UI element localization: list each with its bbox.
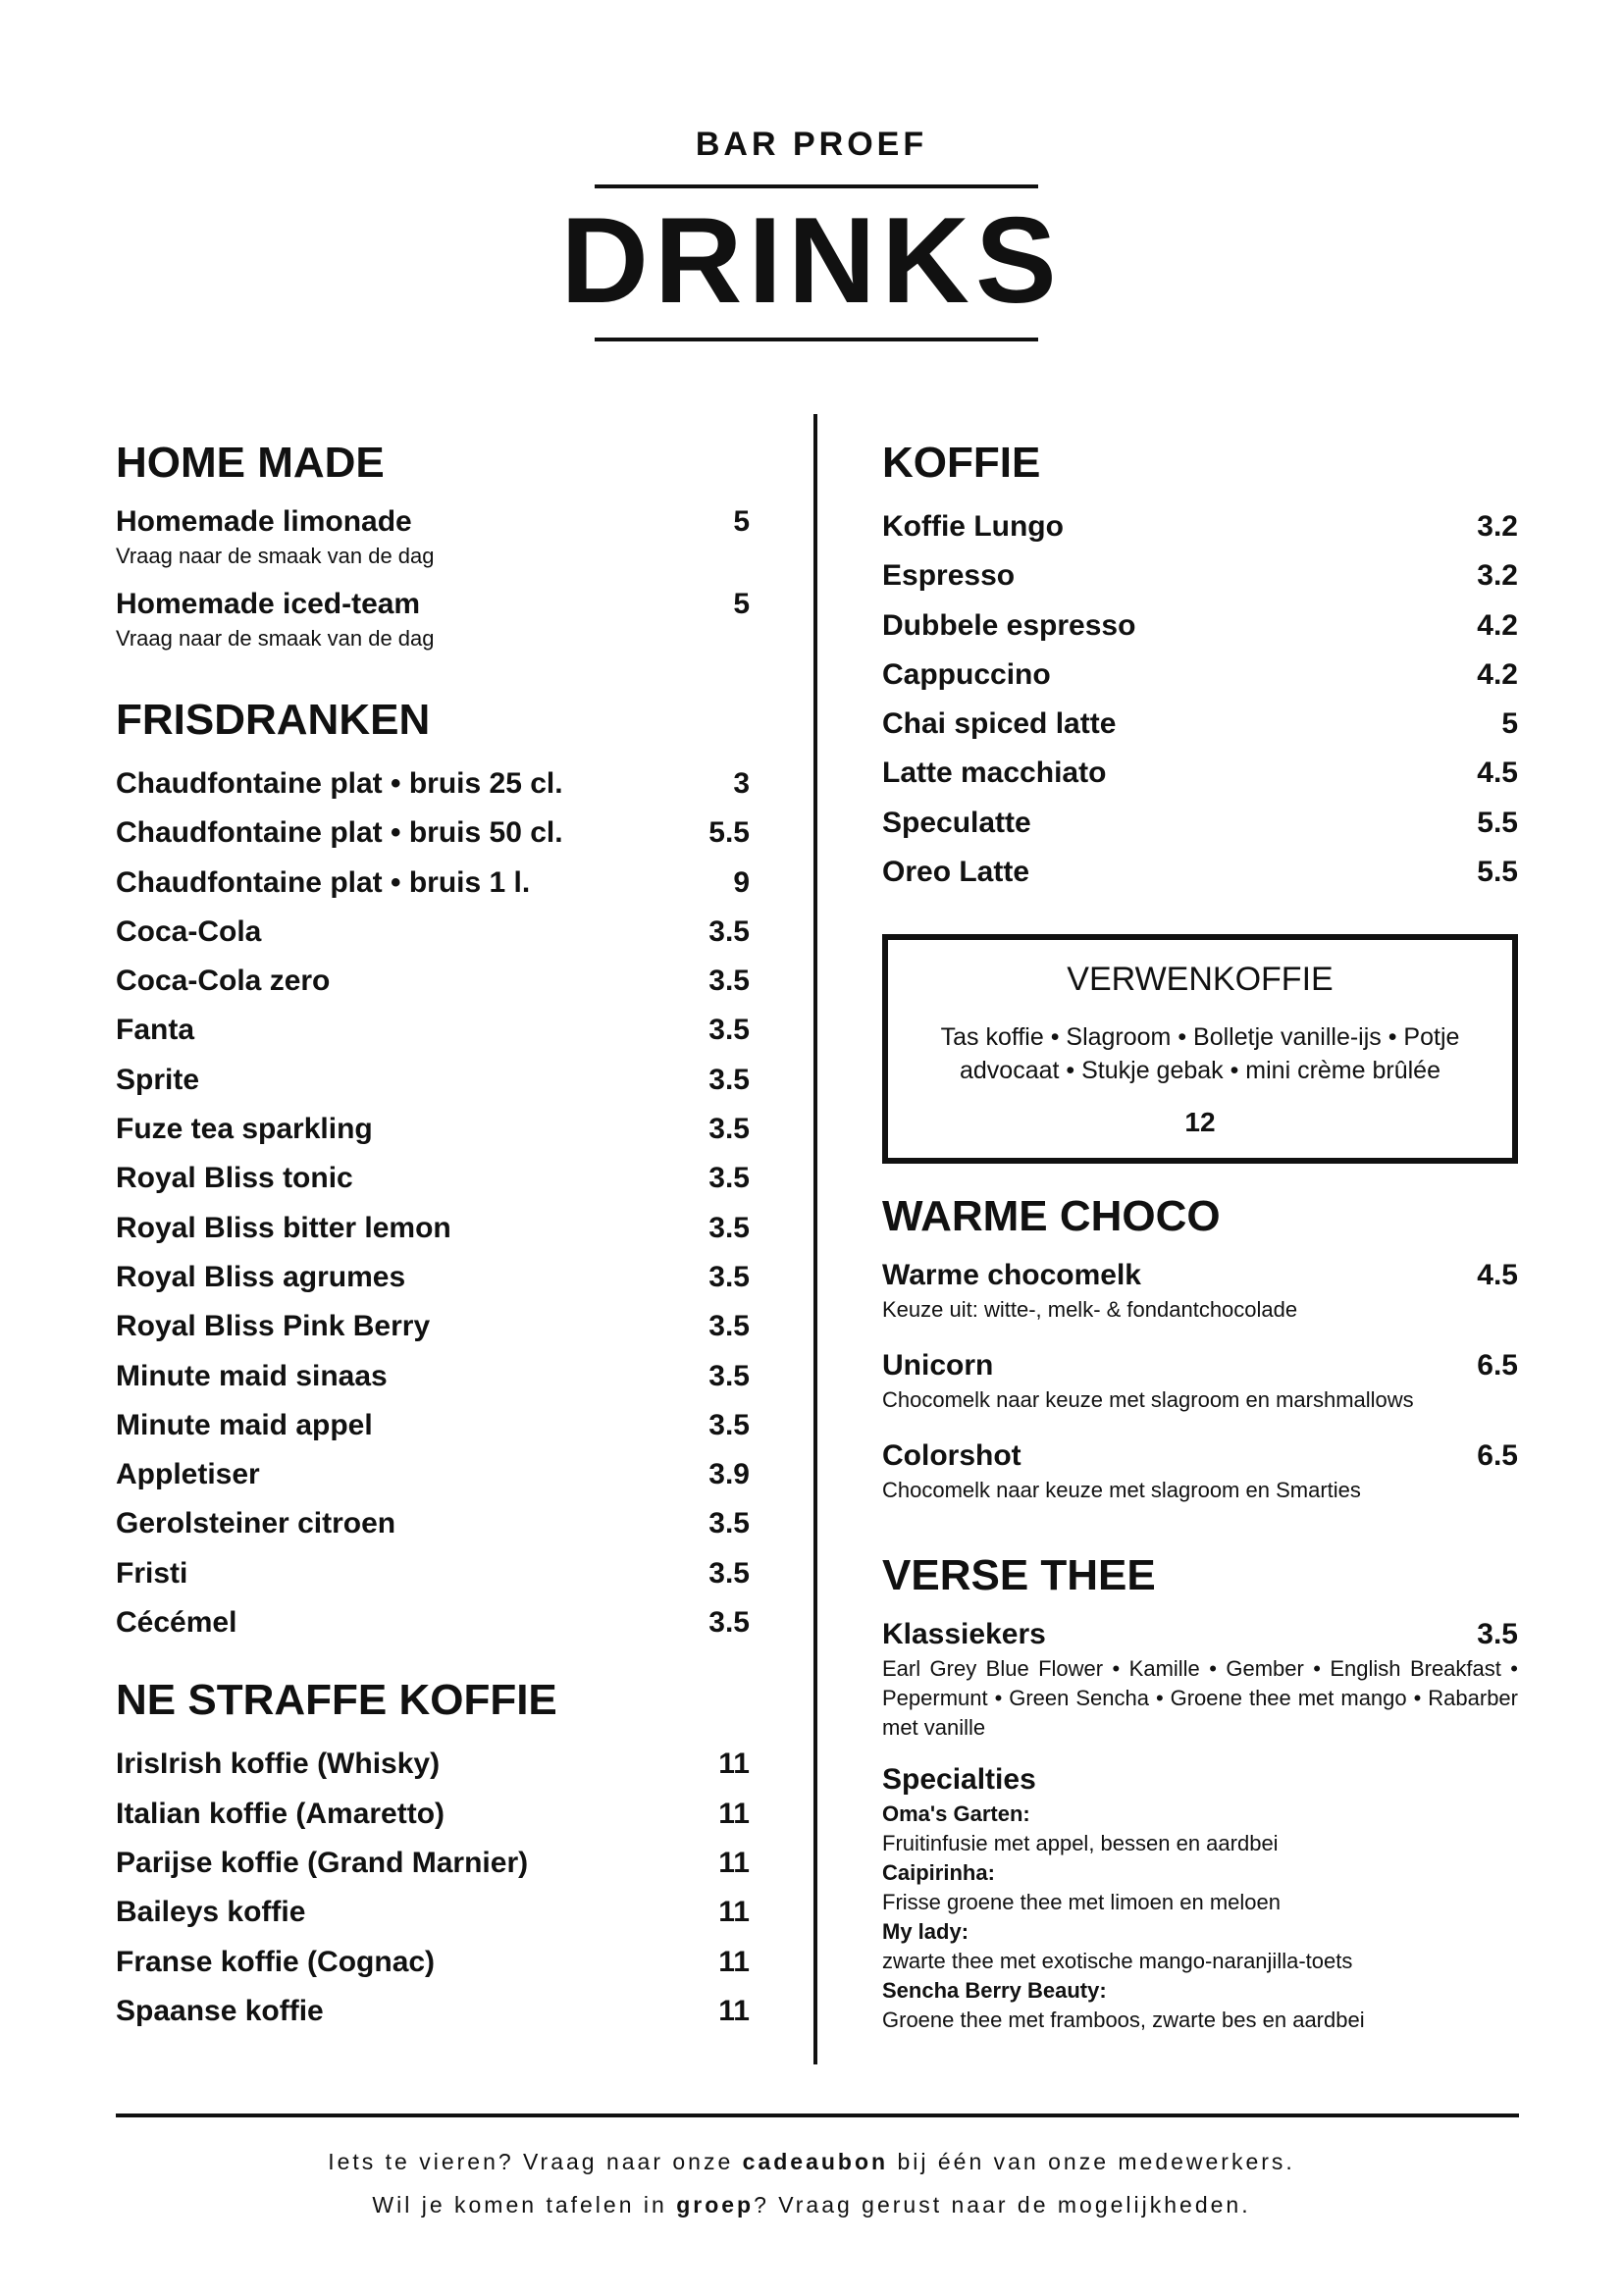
verwenkoffie-box [882, 934, 1518, 1164]
item-name: Appletiser [116, 1458, 260, 1491]
item-price: 3.5 [708, 1408, 750, 1441]
item-description: Vraag naar de smaak van de dag [116, 626, 435, 651]
item-name: Dubbele espresso [882, 608, 1136, 642]
section-koffie [882, 438, 1518, 897]
item-price: 5.5 [1477, 806, 1518, 839]
menu-item [116, 809, 750, 858]
item-price: 11 [718, 1896, 750, 1929]
menu-item [882, 601, 1518, 651]
menu-item [116, 1598, 750, 1647]
menu-item [882, 848, 1518, 897]
menu-item [116, 1006, 750, 1055]
item-price: 6.5 [1477, 1349, 1518, 1383]
menu-item [116, 1549, 750, 1598]
menu-item [116, 1302, 750, 1351]
menu-item [116, 502, 750, 542]
item-name: Royal Bliss agrumes [116, 1260, 406, 1293]
item-price: 5 [733, 588, 750, 620]
item-name: Coca-Cola zero [116, 965, 331, 998]
item-name: Speculatte [882, 806, 1031, 839]
menu-item [116, 1888, 750, 1937]
menu-item [116, 1938, 750, 1987]
item-name: Baileys koffie [116, 1896, 306, 1929]
koffie-list [882, 502, 1518, 897]
item-name: Parijse koffie (Grand Marnier) [116, 1846, 529, 1879]
menu-item [116, 1499, 750, 1548]
specialties-list [882, 1800, 1518, 2035]
item-name: Coca-Cola [116, 914, 262, 948]
footer-line-group [0, 2192, 1623, 2218]
item-name: Royal Bliss bitter lemon [116, 1211, 451, 1244]
specialty-description: zwarte thee met exotische mango-naranjilla-toets [882, 1949, 1353, 1974]
item-price: 3.5 [708, 1260, 750, 1293]
brand-name: BAR PROEF [695, 126, 928, 163]
item-price: 4.5 [1477, 757, 1518, 790]
item-description: Earl Grey Blue Flower • Kamille • Gember • English Breakfast • Pepermunt • Green Sencha • Groene thee met mango • Rabarber met vanille [882, 1656, 1518, 1741]
item-price: 3.5 [1477, 1618, 1518, 1651]
section-title: VERSE THEE [882, 1551, 1156, 1600]
menu-item [116, 585, 750, 624]
header-rule-bottom [595, 338, 1038, 341]
item-name: Unicorn [882, 1349, 994, 1383]
left-column [116, 438, 750, 2036]
menu-item [116, 1401, 750, 1450]
item-price: 11 [718, 1797, 750, 1830]
item-price: 3.5 [708, 1556, 750, 1590]
item-price: 5 [733, 505, 750, 538]
item-price: 3.5 [708, 1211, 750, 1244]
item-price: 11 [718, 1846, 750, 1879]
verwenkoffie-title: VERWENKOFFIE [1067, 961, 1334, 999]
item-price: 3.5 [708, 1162, 750, 1195]
menu-item [882, 749, 1518, 798]
item-price: 4.2 [1477, 657, 1518, 691]
verwenkoffie-price: 12 [1184, 1107, 1216, 1138]
menu-item [116, 1352, 750, 1401]
menu-item [116, 1987, 750, 2036]
column-divider [813, 414, 817, 2064]
item-name: Royal Bliss tonic [116, 1162, 353, 1195]
item-name: Royal Bliss Pink Berry [116, 1310, 431, 1343]
footer-text: ? Vraag gerust naar de mogelijkheden. [754, 2192, 1251, 2218]
menu-item [882, 1615, 1518, 1654]
specialty-name: My lady: [882, 1919, 969, 1945]
menu-item [882, 1436, 1518, 1476]
item-price: 4.2 [1477, 608, 1518, 642]
item-price: 11 [718, 1945, 750, 1978]
item-name: Cappuccino [882, 657, 1051, 691]
item-name: Fristi [116, 1556, 188, 1590]
item-name: Koffie Lungo [882, 510, 1064, 543]
item-price: 5.5 [708, 816, 750, 850]
item-price: 4.5 [1477, 1259, 1518, 1292]
specialty-name: Caipirinha: [882, 1860, 995, 1886]
item-price: 3.5 [708, 965, 750, 998]
item-price: 3.5 [708, 1310, 750, 1343]
item-name: Minute maid sinaas [116, 1359, 388, 1392]
specialties-title: Specialties [882, 1763, 1036, 1797]
menu-item [116, 1839, 750, 1888]
item-price: 3 [733, 767, 750, 800]
item-name: Minute maid appel [116, 1408, 373, 1441]
item-name: Cécémel [116, 1606, 237, 1640]
item-price: 11 [718, 1994, 750, 2027]
item-description: Keuze uit: witte-, melk- & fondantchocolade [882, 1297, 1298, 1323]
item-price: 3.2 [1477, 559, 1518, 593]
menu-item [882, 700, 1518, 749]
item-price: 3.5 [708, 914, 750, 948]
section-title: KOFFIE [882, 439, 1041, 487]
item-price: 3.5 [708, 1113, 750, 1146]
section-home-made [116, 438, 750, 653]
footer-rule [116, 2113, 1519, 2117]
footer-emphasis: cadeaubon [742, 2149, 889, 2174]
item-name: Franse koffie (Cognac) [116, 1945, 436, 1978]
footer-text: Wil je komen tafelen in [372, 2192, 677, 2218]
footer-text: bij één van onze medewerkers. [888, 2149, 1295, 2174]
specialty-description: Frisse groene thee met limoen en meloen [882, 1890, 1281, 1915]
item-price: 5.5 [1477, 856, 1518, 889]
menu-item [116, 1154, 750, 1203]
menu-item [116, 759, 750, 809]
item-price: 9 [733, 865, 750, 899]
item-name: Fuze tea sparkling [116, 1113, 373, 1146]
item-price: 3.5 [708, 1063, 750, 1096]
section-title: FRISDRANKEN [116, 696, 431, 744]
item-price: 5 [1501, 707, 1518, 741]
item-name: Chai spiced latte [882, 707, 1117, 741]
section-title: HOME MADE [116, 439, 385, 487]
section-straffe-koffie [116, 1675, 750, 2036]
item-name: Klassiekers [882, 1618, 1046, 1651]
menu-item [116, 908, 750, 957]
menu-item [116, 859, 750, 908]
item-description: Chocomelk naar keuze met slagroom en marshmallows [882, 1387, 1414, 1413]
right-column [882, 438, 1518, 2035]
home-made-list [116, 502, 750, 653]
specialty-description: Fruitinfusie met appel, bessen en aardbei [882, 1831, 1279, 1856]
section-title: NE STRAFFE KOFFIE [116, 1676, 557, 1725]
menu-item [882, 551, 1518, 600]
item-name: Oreo Latte [882, 856, 1030, 889]
item-description: Chocomelk naar keuze met slagroom en Smarties [882, 1478, 1361, 1503]
menu-item [882, 1346, 1518, 1385]
menu-item [116, 1740, 750, 1789]
menu-item [116, 1253, 750, 1302]
item-name: Warme chocomelk [882, 1259, 1141, 1292]
page-title: DRINKS [560, 193, 1063, 329]
item-price: 3.5 [708, 1014, 750, 1047]
menu-item [882, 799, 1518, 848]
item-price: 3.2 [1477, 510, 1518, 543]
verwenkoffie-description: Tas koffie • Slagroom • Bolletje vanille-ijs • Potje advocaat • Stukje gebak • mini crème brûlée [940, 1023, 1460, 1085]
footer-line-gift [0, 2149, 1623, 2175]
item-price: 11 [718, 1748, 750, 1781]
item-name: Fanta [116, 1014, 195, 1047]
menu-item [882, 502, 1518, 551]
menu-item [116, 1105, 750, 1154]
verse-thee-list [882, 1615, 1518, 2035]
item-name: Homemade iced-team [116, 588, 421, 620]
item-name: Chaudfontaine plat • bruis 25 cl. [116, 767, 563, 800]
item-price: 3.9 [708, 1458, 750, 1491]
item-price: 3.5 [708, 1507, 750, 1540]
item-name: Sprite [116, 1063, 200, 1096]
item-name: Gerolsteiner citroen [116, 1507, 396, 1540]
specialty-name: Oma's Garten: [882, 1801, 1030, 1827]
specialty-description: Groene thee met framboos, zwarte bes en aardbei [882, 2008, 1365, 2033]
item-name: Homemade limonade [116, 505, 412, 538]
item-name: Latte macchiato [882, 757, 1107, 790]
footer-emphasis: groep [676, 2192, 755, 2218]
item-name: Colorshot [882, 1439, 1021, 1473]
item-name: Chaudfontaine plat • bruis 1 l. [116, 865, 531, 899]
item-name: Espresso [882, 559, 1016, 593]
menu-item [116, 1204, 750, 1253]
item-name: IrisIrish koffie (Whisky) [116, 1748, 441, 1781]
specialty-name: Sencha Berry Beauty: [882, 1978, 1107, 2004]
frisdranken-list [116, 759, 750, 1647]
section-title: WARME CHOCO [882, 1192, 1221, 1241]
item-description: Vraag naar de smaak van de dag [116, 544, 435, 568]
menu-item [116, 957, 750, 1006]
item-price: 6.5 [1477, 1439, 1518, 1473]
straffe-koffie-list [116, 1740, 750, 2036]
footer-text: Iets te vieren? Vraag naar onze [328, 2149, 743, 2174]
section-frisdranken [116, 695, 750, 1647]
item-name: Italian koffie (Amaretto) [116, 1797, 445, 1830]
menu-item [116, 1450, 750, 1499]
menu-item [116, 1056, 750, 1105]
section-warme-choco [882, 1191, 1518, 1505]
menu-item [882, 651, 1518, 700]
menu-item [882, 1256, 1518, 1295]
item-name: Chaudfontaine plat • bruis 50 cl. [116, 816, 563, 850]
item-name: Spaanse koffie [116, 1994, 324, 2027]
item-price: 3.5 [708, 1359, 750, 1392]
header-rule-top [595, 184, 1038, 188]
section-verse-thee [882, 1550, 1518, 2035]
warme-choco-list [882, 1256, 1518, 1505]
menu-item [116, 1790, 750, 1839]
item-price: 3.5 [708, 1606, 750, 1640]
